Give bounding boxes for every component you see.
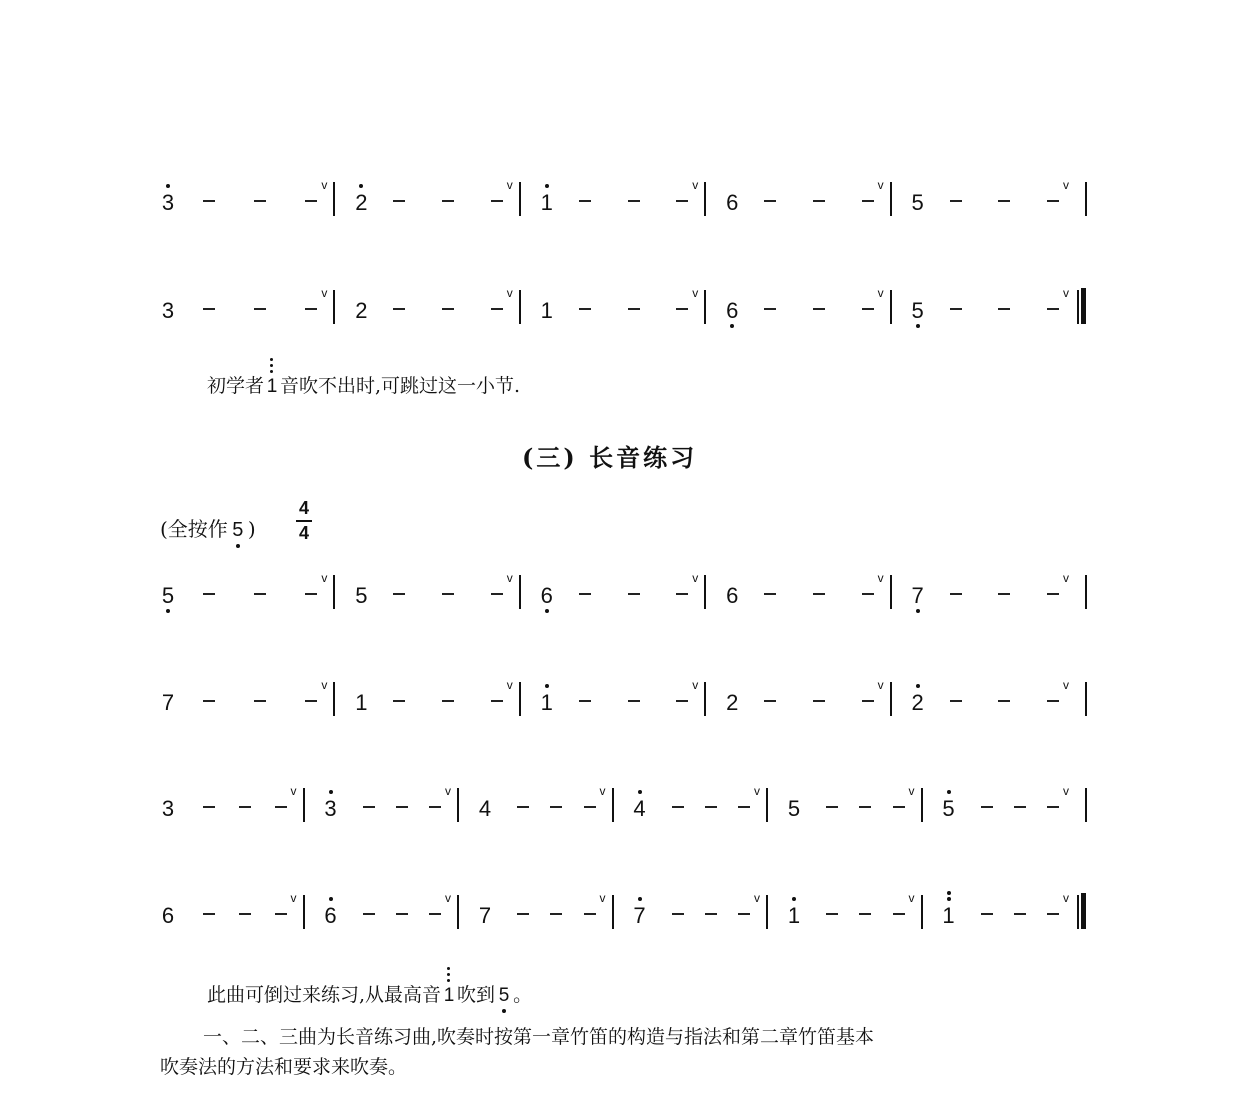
- extension-dash: [1014, 806, 1026, 808]
- note-digit: 1: [787, 903, 801, 928]
- note: [158, 672, 178, 732]
- note: [158, 172, 178, 232]
- high-octave-dot: [638, 790, 642, 794]
- breath-mark: v: [877, 178, 884, 192]
- paragraph-line-1: 一、二、三曲为长音练习曲,吹奏时按第一章竹笛的构造与指法和第二章竹笛基本: [203, 1026, 875, 1048]
- beginner-note: [207, 371, 520, 398]
- barline: [333, 682, 335, 716]
- note: [939, 885, 959, 945]
- note: [351, 565, 371, 625]
- note-digit: 3: [161, 190, 175, 215]
- note: [908, 672, 928, 732]
- high-octave-dot: [947, 897, 951, 901]
- barline: [612, 788, 614, 822]
- high-octave-dot: [947, 891, 951, 895]
- extension-dash: [764, 308, 776, 310]
- barline: [1077, 290, 1079, 324]
- low-octave-dot: [166, 609, 170, 613]
- note-digit: 1: [942, 903, 955, 928]
- barline: [519, 182, 521, 216]
- extension-dash: [203, 308, 215, 310]
- note-digit: 3: [161, 298, 175, 323]
- note-digit: 1: [540, 190, 553, 215]
- extension-dash: [396, 806, 408, 808]
- breath-mark: v: [692, 178, 699, 192]
- extension-dash: [676, 700, 688, 702]
- breath-mark: v: [599, 784, 606, 798]
- extension-dash: [738, 913, 750, 915]
- barline: [890, 682, 892, 716]
- extension-dash: [628, 200, 640, 202]
- barline: [921, 788, 923, 822]
- note: [321, 778, 341, 838]
- note-digit: 4: [633, 796, 646, 821]
- fingering-label: (全按作 5 ): [160, 513, 256, 542]
- note-digit: 7: [161, 690, 175, 715]
- high-octave-dot: [329, 897, 333, 901]
- note-digit: 7: [911, 583, 924, 608]
- extension-dash: [981, 913, 993, 915]
- extension-dash: [950, 593, 962, 595]
- high-octave-dot: [792, 897, 796, 901]
- barline: [890, 290, 892, 324]
- extension-dash: [862, 593, 874, 595]
- extension-dash: [705, 806, 717, 808]
- barline: [921, 895, 923, 929]
- extension-dash: [517, 913, 529, 915]
- extension-dash: [203, 913, 215, 915]
- extension-dash: [254, 700, 266, 702]
- breath-mark: v: [506, 678, 513, 692]
- extension-dash: [862, 200, 874, 202]
- breath-mark: v: [1063, 571, 1069, 585]
- extension-dash: [705, 913, 717, 915]
- note: [784, 885, 804, 945]
- note: [321, 885, 341, 945]
- note-digit: 4: [478, 796, 492, 821]
- note: [537, 672, 557, 732]
- extension-dash: [672, 806, 684, 808]
- extension-dash: [1047, 700, 1059, 702]
- time-signature: [296, 498, 312, 544]
- barline: [457, 788, 459, 822]
- extension-dash: [862, 308, 874, 310]
- barline: [519, 290, 521, 324]
- extension-dash: [628, 593, 640, 595]
- breath-mark: v: [321, 678, 328, 692]
- barline: [333, 290, 335, 324]
- note-digit: 1: [540, 690, 553, 715]
- extension-dash: [203, 806, 215, 808]
- breath-mark: v: [754, 784, 760, 798]
- low-octave-dot: [916, 324, 920, 328]
- extension-dash: [491, 308, 503, 310]
- barline: [333, 182, 335, 216]
- note: [351, 672, 371, 732]
- breath-mark: v: [877, 286, 884, 300]
- extension-dash: [764, 200, 776, 202]
- extension-dash: [998, 200, 1010, 202]
- score-line: [0, 678, 1241, 750]
- extension-dash: [203, 200, 215, 202]
- barline: [303, 788, 305, 822]
- note-digit: 6: [726, 583, 739, 608]
- note-digit: 7: [478, 903, 492, 928]
- breath-mark: v: [692, 678, 699, 692]
- extension-dash: [517, 806, 529, 808]
- extension-dash: [305, 200, 317, 202]
- barline: [704, 575, 706, 609]
- extension-dash: [738, 806, 750, 808]
- extension-dash: [950, 700, 962, 702]
- note-digit: 6: [540, 583, 553, 608]
- breath-mark: v: [1063, 891, 1069, 905]
- note: [908, 565, 928, 625]
- breath-mark: v: [290, 784, 297, 798]
- note: [158, 565, 178, 625]
- extension-dash: [764, 593, 776, 595]
- note: [475, 885, 495, 945]
- high-octave-dot: [916, 684, 920, 688]
- note: [630, 778, 650, 838]
- breath-mark: v: [877, 678, 884, 692]
- barline: [704, 182, 706, 216]
- note-digit: 1: [540, 298, 553, 323]
- barline: [1077, 895, 1079, 929]
- breath-mark: v: [1063, 178, 1069, 192]
- extension-dash: [442, 593, 454, 595]
- barline: [519, 575, 521, 609]
- extension-dash: [305, 308, 317, 310]
- paragraph-line-2: 吹奏法的方法和要求来吹奏。: [160, 1056, 408, 1078]
- breath-mark: v: [506, 178, 513, 192]
- extension-dash: [275, 913, 287, 915]
- extension-dash: [859, 806, 871, 808]
- extension-dash: [676, 593, 688, 595]
- high-octave-dot: [545, 184, 549, 188]
- extension-dash: [254, 200, 266, 202]
- note: [784, 778, 804, 838]
- note-digit: 1: [355, 690, 368, 715]
- note: [722, 565, 742, 625]
- extension-dash: [1047, 806, 1059, 808]
- barline: [1085, 788, 1087, 822]
- barline: [890, 575, 892, 609]
- note: [722, 672, 742, 732]
- note-digit: 2: [726, 690, 739, 715]
- extension-dash: [393, 700, 405, 702]
- breath-mark: v: [692, 286, 699, 300]
- breath-mark: v: [877, 571, 884, 585]
- note: [537, 280, 557, 340]
- breath-mark: v: [321, 286, 328, 300]
- extension-dash: [491, 593, 503, 595]
- barline: [1085, 682, 1087, 716]
- note: [537, 172, 557, 232]
- barline: [1085, 575, 1087, 609]
- high-octave-dot: [166, 184, 170, 188]
- extension-dash: [813, 200, 825, 202]
- note: [908, 280, 928, 340]
- extension-dash: [676, 308, 688, 310]
- score-line: [0, 784, 1241, 856]
- note: [351, 280, 371, 340]
- high-octave-dot: [545, 684, 549, 688]
- extension-dash: [628, 700, 640, 702]
- note-digit: 5: [942, 796, 955, 821]
- extension-dash: [1047, 593, 1059, 595]
- note: [537, 565, 557, 625]
- extension-dash: [584, 806, 596, 808]
- breath-mark: v: [506, 571, 513, 585]
- extension-dash: [305, 593, 317, 595]
- score-line: [0, 286, 1241, 358]
- breath-mark: v: [321, 571, 328, 585]
- extension-dash: [813, 700, 825, 702]
- note-digit: 3: [161, 796, 175, 821]
- note-digit: 5: [161, 583, 175, 608]
- note: [158, 280, 178, 340]
- extension-dash: [672, 913, 684, 915]
- breath-mark: v: [1063, 678, 1069, 692]
- extension-dash: [396, 913, 408, 915]
- extension-dash: [813, 593, 825, 595]
- extension-dash: [579, 593, 591, 595]
- extension-dash: [826, 913, 838, 915]
- extension-dash: [305, 700, 317, 702]
- note: [475, 778, 495, 838]
- extension-dash: [579, 308, 591, 310]
- high-octave-dot: [947, 790, 951, 794]
- breath-mark: v: [506, 286, 513, 300]
- note: [939, 778, 959, 838]
- extension-dash: [393, 200, 405, 202]
- note-digit: 2: [355, 190, 368, 215]
- note: [722, 172, 742, 232]
- breath-mark: v: [599, 891, 606, 905]
- extension-dash: [442, 700, 454, 702]
- barline: [890, 182, 892, 216]
- high-octave-dot: [638, 897, 642, 901]
- low-octave-dot: [916, 609, 920, 613]
- barline: [457, 895, 459, 929]
- note-digit: 6: [726, 190, 739, 215]
- extension-dash: [813, 308, 825, 310]
- score-line: [0, 891, 1241, 963]
- extension-dash: [550, 913, 562, 915]
- barline: [612, 895, 614, 929]
- note-digit: 7: [633, 903, 646, 928]
- extension-dash: [442, 200, 454, 202]
- barline: [1085, 182, 1087, 216]
- barline: [519, 682, 521, 716]
- extension-dash: [764, 700, 776, 702]
- extension-dash: [950, 200, 962, 202]
- extension-dash: [203, 700, 215, 702]
- extension-dash: [363, 913, 375, 915]
- note-digit: 2: [911, 690, 924, 715]
- note-digit: 6: [726, 298, 739, 323]
- breath-mark: v: [754, 891, 760, 905]
- extension-dash: [429, 913, 441, 915]
- note-digit: 2: [355, 298, 368, 323]
- extension-dash: [862, 700, 874, 702]
- barline: [303, 895, 305, 929]
- extension-dash: [893, 806, 905, 808]
- extension-dash: [981, 806, 993, 808]
- note-digit: 5: [787, 796, 801, 821]
- extension-dash: [676, 200, 688, 202]
- extension-dash: [275, 806, 287, 808]
- note: [630, 885, 650, 945]
- breath-mark: v: [908, 891, 915, 905]
- extension-dash: [950, 308, 962, 310]
- extension-dash: [1047, 308, 1059, 310]
- note-digit: 5: [355, 583, 368, 608]
- breath-mark: v: [908, 784, 915, 798]
- breath-mark: v: [445, 784, 451, 798]
- extension-dash: [442, 308, 454, 310]
- extension-dash: [584, 913, 596, 915]
- barline: [766, 788, 768, 822]
- extension-dash: [998, 700, 1010, 702]
- high-octave-dot: [329, 790, 333, 794]
- extension-dash: [579, 700, 591, 702]
- extension-dash: [239, 913, 251, 915]
- extension-dash: [393, 308, 405, 310]
- time-signature-top: 4: [298, 498, 309, 518]
- extension-dash: [893, 913, 905, 915]
- breath-mark: v: [321, 178, 328, 192]
- low-octave-dot: [730, 324, 734, 328]
- breath-mark: v: [1063, 286, 1069, 300]
- extension-dash: [628, 308, 640, 310]
- extension-dash: [491, 200, 503, 202]
- note-digit: 3: [324, 796, 337, 821]
- extension-dash: [579, 200, 591, 202]
- section-title: (三) 长音练习: [522, 443, 698, 472]
- extension-dash: [254, 308, 266, 310]
- practice-note: 此曲可倒过来练习,从最高音 1 吹到 5 。: [207, 980, 532, 1007]
- extension-dash: [859, 913, 871, 915]
- note-digit: 5: [911, 298, 924, 323]
- extension-dash: [254, 593, 266, 595]
- note: [351, 172, 371, 232]
- note: [908, 172, 928, 232]
- beginner-note-suffix: 音吹不出时,可跳过这一小节.: [280, 375, 521, 397]
- extension-dash: [826, 806, 838, 808]
- barline: [704, 682, 706, 716]
- breath-mark: v: [290, 891, 297, 905]
- high-octave-dot: [359, 184, 363, 188]
- final-barline: [1081, 893, 1086, 929]
- extension-dash: [998, 593, 1010, 595]
- breath-mark: v: [445, 891, 451, 905]
- extension-dash: [203, 593, 215, 595]
- extension-dash: [363, 806, 375, 808]
- time-signature-bottom: 4: [298, 523, 309, 543]
- note: [158, 778, 178, 838]
- extension-dash: [998, 308, 1010, 310]
- barline: [766, 895, 768, 929]
- note-digit: 6: [161, 903, 175, 928]
- note: [722, 280, 742, 340]
- extension-dash: [1047, 913, 1059, 915]
- beginner-note-digit: 1: [264, 376, 280, 398]
- extension-dash: [239, 806, 251, 808]
- score-line: [0, 571, 1241, 643]
- extension-dash: [1047, 200, 1059, 202]
- note-digit: 5: [911, 190, 924, 215]
- breath-mark: v: [1063, 784, 1069, 798]
- low-octave-dot: [545, 609, 549, 613]
- final-barline: [1081, 288, 1086, 324]
- extension-dash: [429, 806, 441, 808]
- note: [158, 885, 178, 945]
- note-digit: 6: [324, 903, 337, 928]
- breath-mark: v: [692, 571, 699, 585]
- extension-dash: [491, 700, 503, 702]
- beginner-note-prefix: 初学者: [207, 375, 265, 397]
- barline: [704, 290, 706, 324]
- barline: [333, 575, 335, 609]
- extension-dash: [550, 806, 562, 808]
- score-line: [0, 178, 1241, 250]
- extension-dash: [393, 593, 405, 595]
- extension-dash: [1014, 913, 1026, 915]
